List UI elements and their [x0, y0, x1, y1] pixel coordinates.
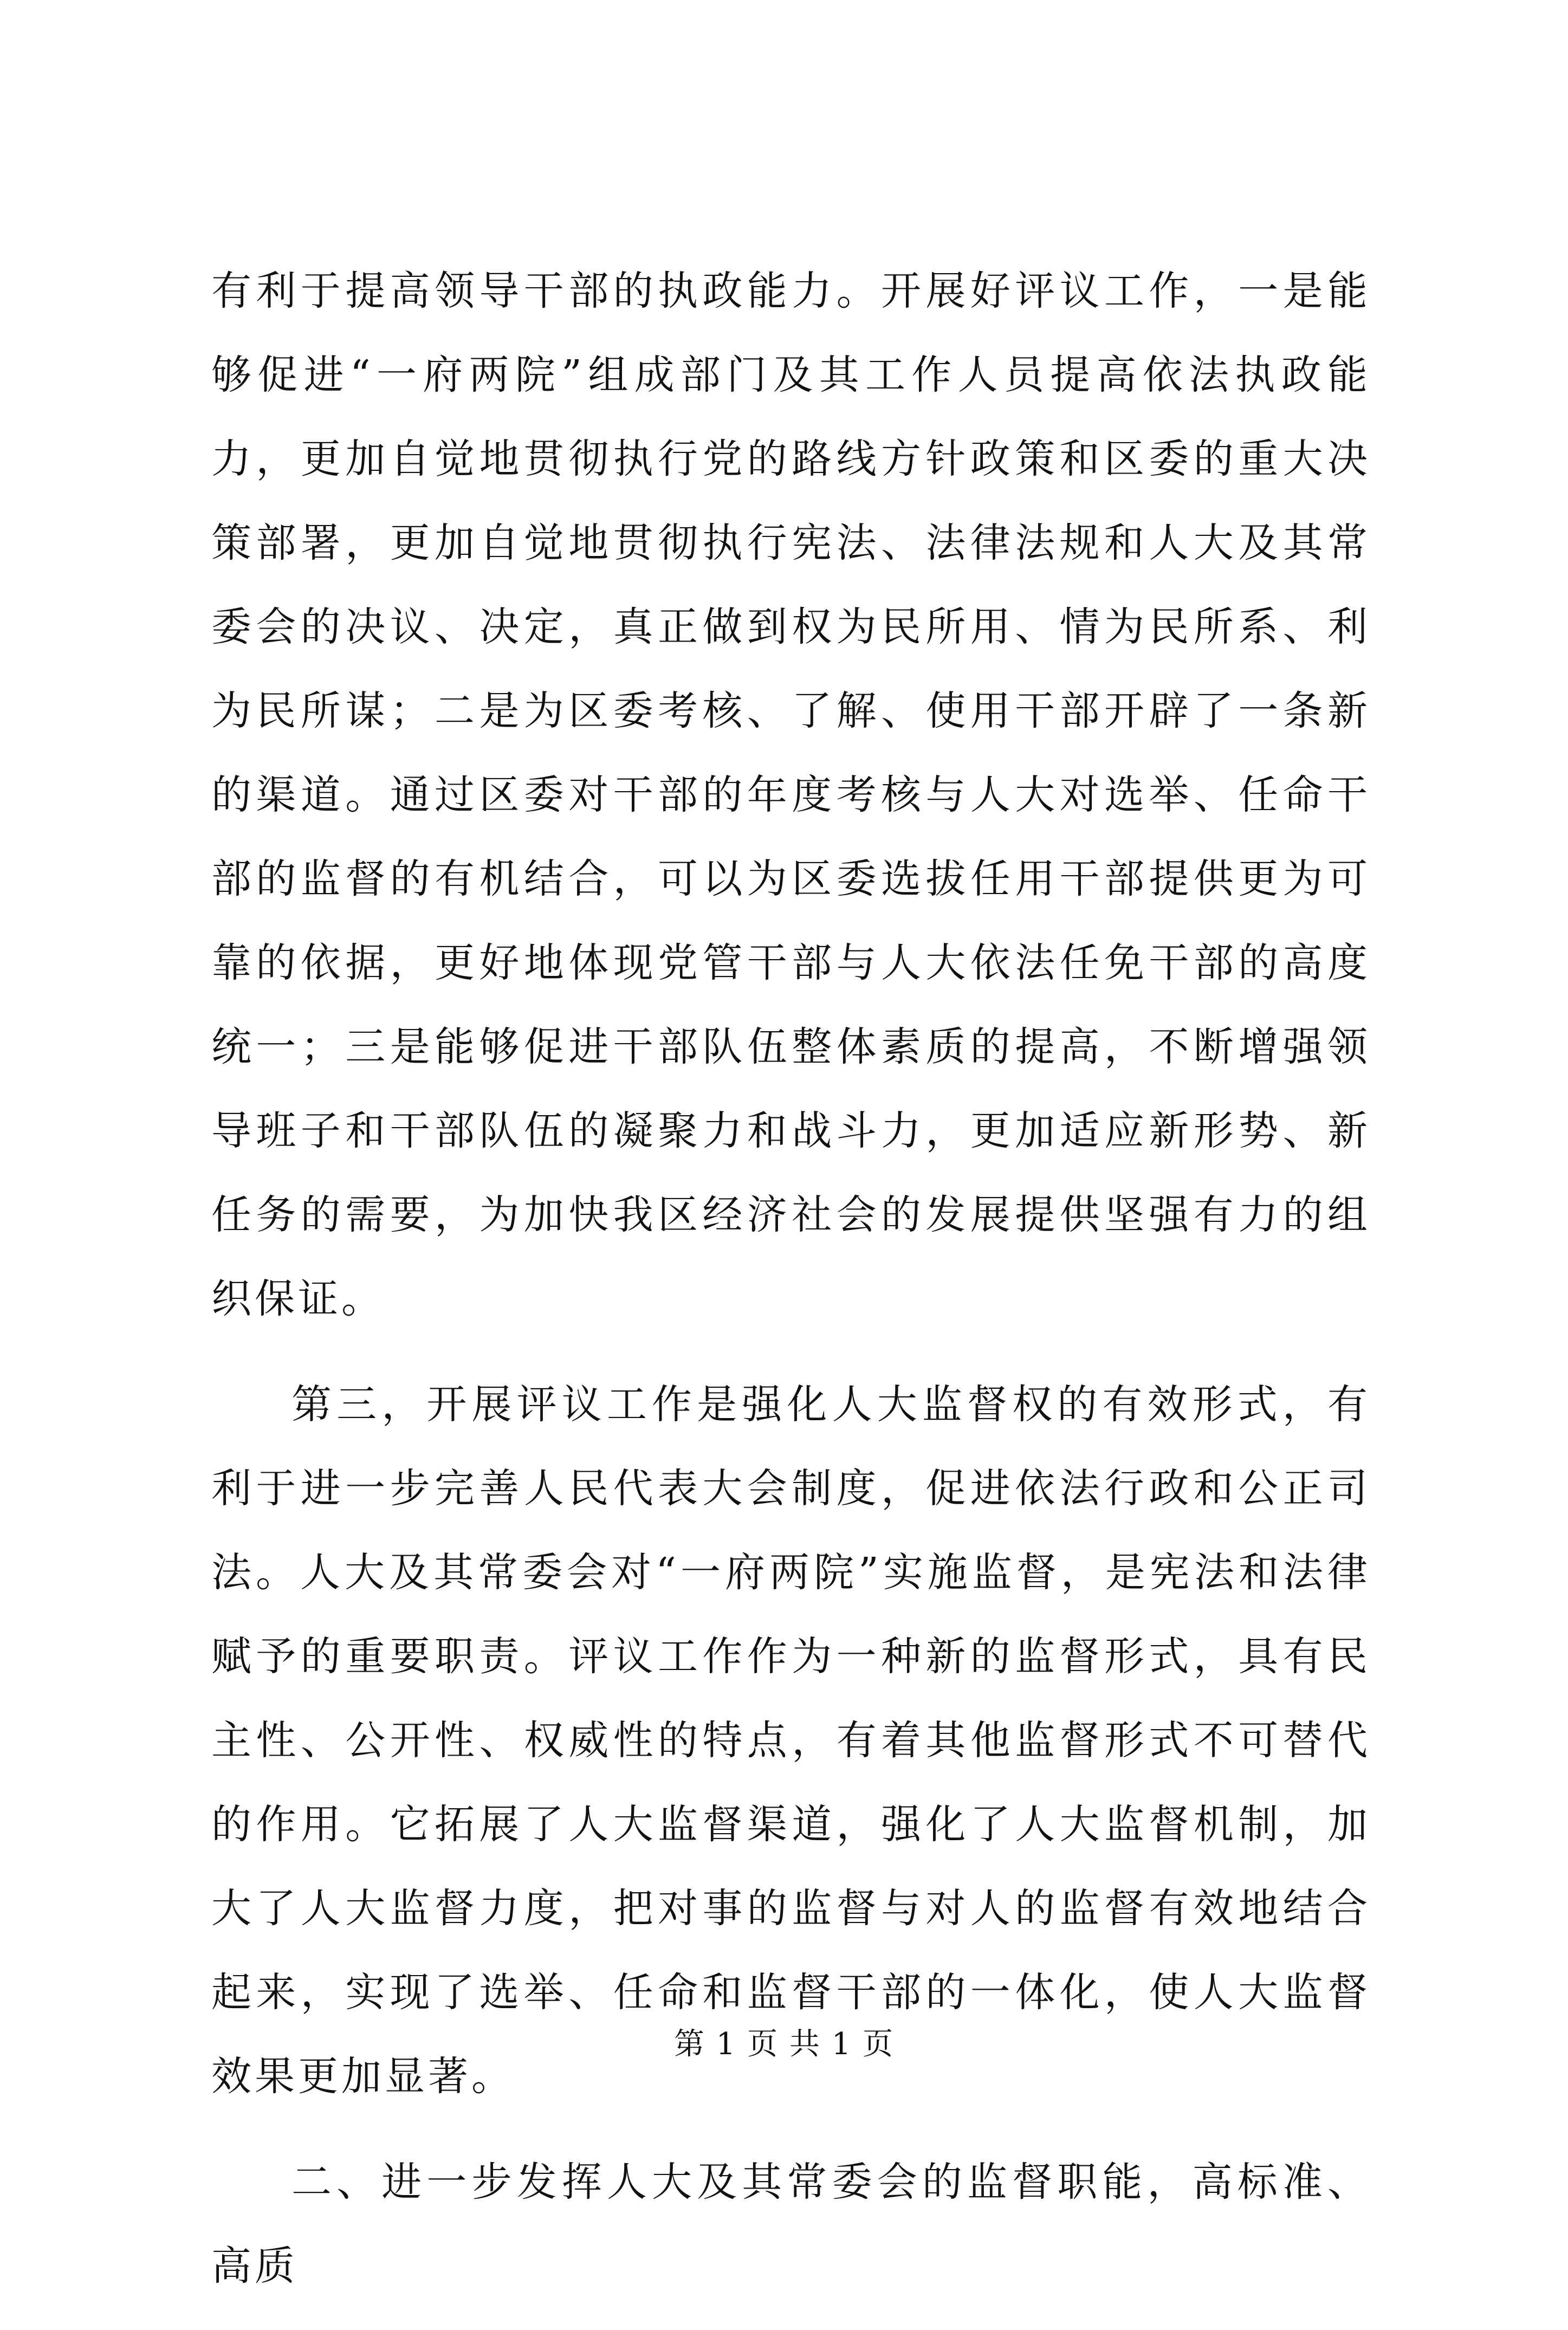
document-body	[211, 249, 1371, 2330]
paragraph-1: 有利于提高领导干部的执政能力。开展好评议工作，一是能够促进“一府两院”组成部门及其工作人员提高依法执政能力，更加自觉地贯彻执行党的路线方针政策和区委的重大决策部署，更加自觉地贯彻执行宪法、法律法规和人大及其常委会的决议、决定，真正做到权为民所用、情为民所系、利为民所谋；二是为区委考核、了解、使用干部开辟了一条新的渠道。通过区委对干部的年度考核与人大对选举、任命干部的监督的有机结合，可以为区委选拔任用干部提供更为可靠的依据，更好地体现党管干部与人大依法任免干部的高度统一；三是能够促进干部队伍整体素质的提高，不断增强领导班子和干部队伍的凝聚力和战斗力，更加适应新形势、新任务的需要，为加快我区经济社会的发展提供坚强有力的组织保证。	[211, 268, 1371, 1322]
paragraph-3: 二、进一步发挥人大及其常委会的监督职能，高标准、高质	[211, 2159, 1371, 2289]
page-footer: 第 1 页 共 1 页	[673, 2027, 895, 2062]
paragraph-2: 第三，开展评议工作是强化人大监督权的有效形式，有利于进一步完善人民代表大会制度，促进依法行政和公正司法。人大及其常委会对“一府两院”实施监督，是宪法和法律赋予的重要职责。评议工作作为一种新的监督形式，具有民主性、公开性、权威性的特点，有着其他监督形式不可替代的作用。它拓展了人大监督渠道，强化了人大监督机制，加大了人大监督力度，把对事的监督与对人的监督有效地结合起来，实现了选举、任命和监督干部的一体化，使人大监督效果更加显著。	[211, 1381, 1371, 2100]
